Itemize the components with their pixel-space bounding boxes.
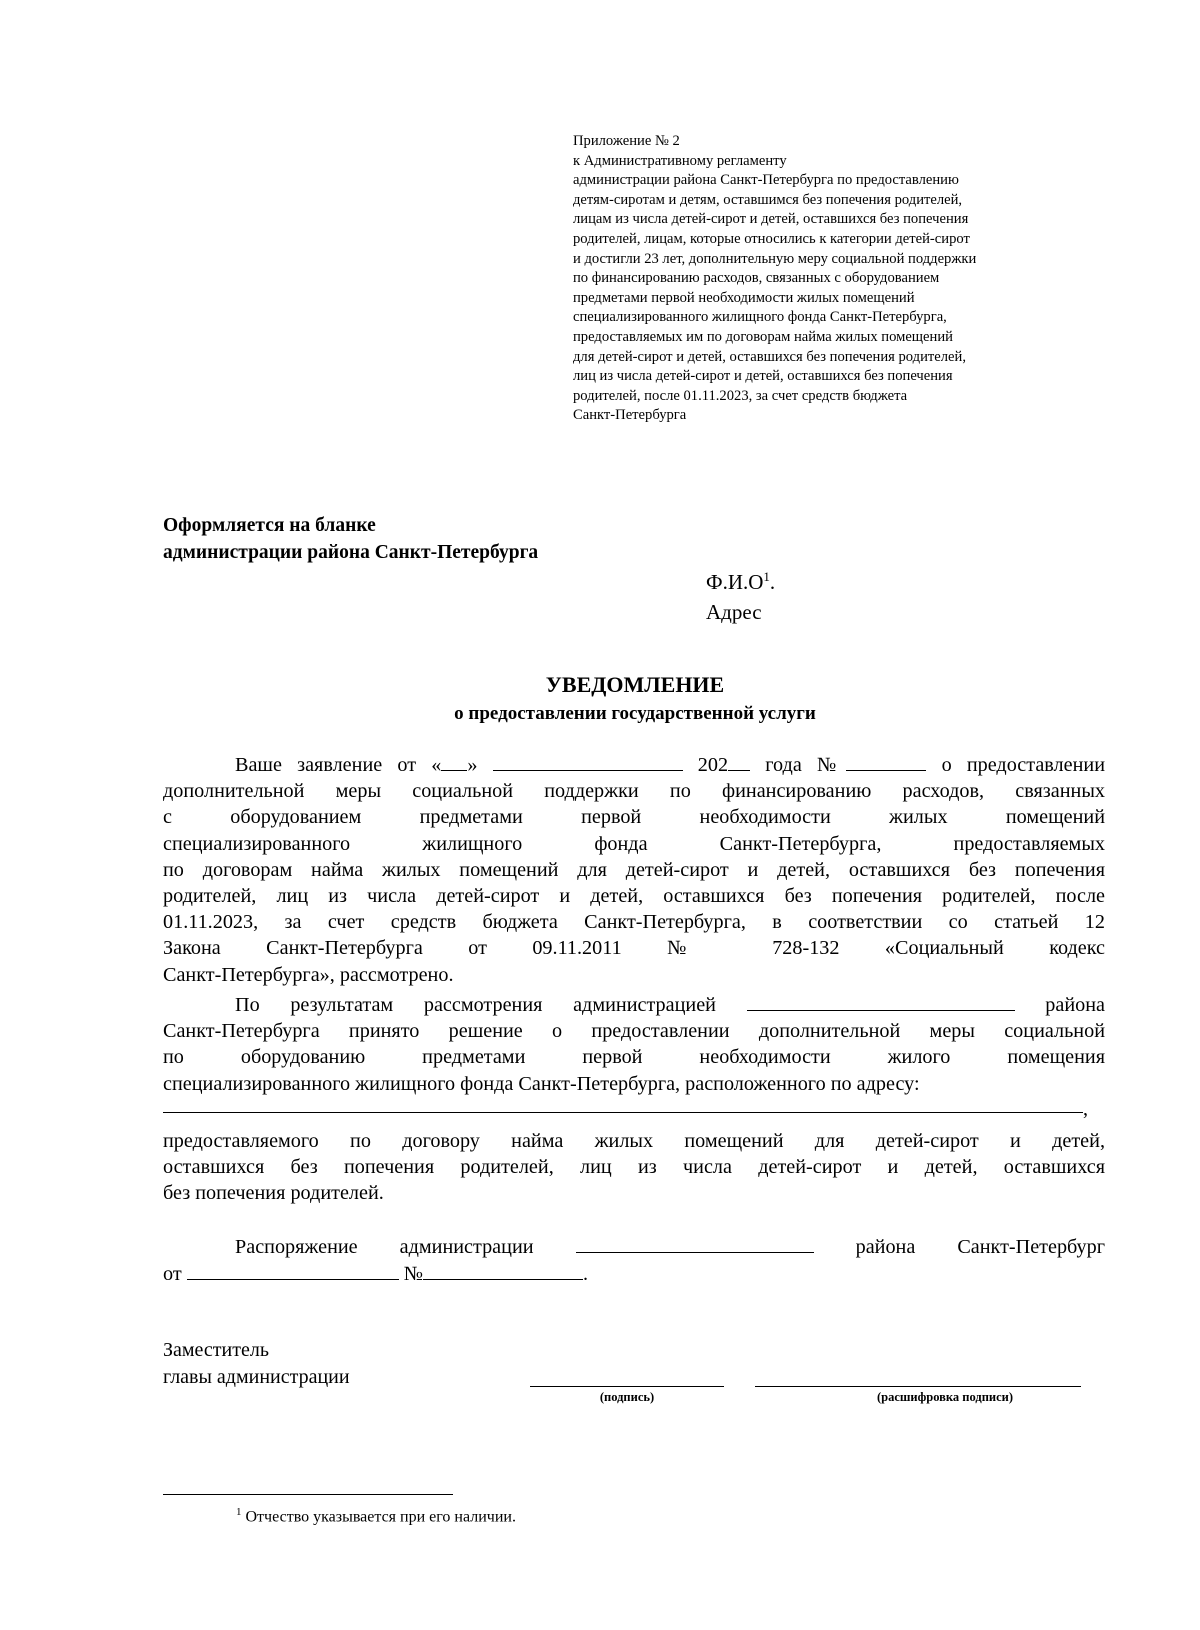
appendix-line: по финансированию расходов, связанных с оборудованием — [573, 270, 940, 287]
text-fragment: » — [467, 754, 478, 776]
text-fragment: Ваше заявление от « — [235, 754, 442, 776]
appendix-line: для детей-сирот и детей, оставшихся без попечения родителей, — [573, 348, 966, 365]
paragraph-line: с оборудованием предметами первой необходимости жилых помещений — [163, 806, 1105, 829]
signature-name-line — [755, 1386, 1081, 1387]
text-fragment: Распоряжение администрации — [235, 1236, 534, 1258]
appendix-line: предоставляемых им по договорам найма жилых помещений — [573, 328, 953, 345]
order-row — [163, 1232, 1105, 1260]
recipient-block — [706, 562, 775, 627]
address-blank-line — [163, 1112, 1083, 1113]
appendix-line: родителей, после 01.11.2023, за счет средств бюджета — [573, 387, 908, 404]
letterhead-note-line: администрации района Санкт-Петербурга — [163, 542, 539, 563]
appendix-line: Санкт-Петербурга — [573, 407, 687, 424]
day-blank — [441, 750, 467, 771]
footnote-text: Отчество указывается при его наличии. — [245, 1508, 516, 1526]
appendix-line: предметами первой необходимости жилых помещений — [573, 289, 915, 306]
letterhead-note-line: Оформляется на бланке — [163, 515, 376, 536]
signature-caption: (подпись) — [599, 1390, 655, 1404]
text-fragment: района Санкт-Петербург — [855, 1236, 1106, 1258]
text-fragment: . — [583, 1263, 589, 1285]
appendix-line: специализированного жилищного фонда Санкт-Петербурга, — [573, 309, 947, 326]
appendix-line: и достигли 23 лет, дополнительную меру социальной поддержки — [573, 250, 977, 267]
order-date-row — [163, 1259, 588, 1287]
paragraph-line: специализированного жилищного фонда Санкт-Петербурга, расположенного по адресу: — [163, 1072, 920, 1095]
recipient-address: Адрес — [706, 600, 762, 624]
paragraph-line: без попечения родителей. — [163, 1182, 384, 1205]
text-fragment: года № — [765, 754, 847, 776]
footnote-reference: 1 — [763, 569, 770, 584]
number-blank — [846, 750, 926, 771]
recipient-fio — [706, 562, 775, 597]
document-title — [0, 670, 1200, 728]
paragraph-line: оставшихся без попечения родителей, лиц из числа детей-сирот и детей, оставшихся — [163, 1156, 1105, 1179]
paragraph-line — [163, 750, 1105, 778]
paragraph-line: Закона Санкт-Петербурга от 09.11.2011 № 728-132 «Социальный кодекс — [163, 937, 1105, 960]
paragraph-line: по договорам найма жилых помещений для детей-сирот и детей, оставшихся без попечения — [163, 858, 1105, 881]
appendix-line: лицам из числа детей-сирот и детей, оставшихся без попечения — [573, 211, 969, 228]
recipient-fio-end: . — [769, 570, 776, 594]
letterhead-note — [163, 512, 538, 566]
order-line — [163, 1232, 1105, 1260]
text-fragment: от — [163, 1263, 182, 1285]
appendix-header — [573, 132, 1093, 426]
paragraph-line: предоставляемого по договору найма жилых помещений для детей-сирот и детей, — [163, 1130, 1105, 1152]
district-blank — [747, 990, 1015, 1011]
title-sub: о предоставлении государственной услуги — [454, 703, 816, 724]
paragraph-line: по оборудованию предметами первой необходимости жилого помещения — [163, 1046, 1105, 1069]
footnote-separator — [163, 1494, 453, 1495]
paragraph-lease — [163, 1128, 1105, 1207]
paragraph-line: родителей, лиц из числа детей-сирот и детей, оставшихся без попечения родителей, после — [163, 885, 1105, 908]
text-fragment: о предоставлении — [941, 754, 1106, 776]
paragraph-line: дополнительной меры социальной поддержки по финансированию расходов, связанных — [163, 780, 1105, 803]
appendix-line: администрации района Санкт-Петербурга по предоставлению — [573, 172, 959, 189]
paragraph-application — [163, 750, 1105, 988]
order-number-blank — [423, 1259, 583, 1280]
paragraph-line — [163, 990, 1105, 1018]
title-main: УВЕДОМЛЕНИЕ — [545, 672, 725, 697]
appendix-line: детям-сиротам и детям, оставшимся без попечения родителей, — [573, 191, 963, 208]
paragraph-line: Санкт-Петербурга принято решение о предоставлении дополнительной меры социальной — [163, 1020, 1105, 1043]
footnote-mark: 1 — [236, 1506, 242, 1518]
address-comma: , — [1083, 1098, 1088, 1120]
text-fragment: района — [1045, 994, 1106, 1016]
paragraph-line: 01.11.2023, за счет средств бюджета Санкт-Петербурга, в соответствии со статьей 12 — [163, 911, 1105, 934]
appendix-line: родителей, лицам, которые относились к категории детей-сирот — [573, 230, 970, 247]
signature-name-caption: (расшифровка подписи) — [876, 1390, 1014, 1404]
text-fragment: № — [403, 1263, 424, 1285]
paragraph-line: Санкт-Петербурга», рассмотрено. — [163, 963, 454, 986]
appendix-line: Приложение № 2 — [573, 133, 680, 149]
text-fragment: По результатам рассмотрения администрацией — [235, 994, 716, 1016]
text-fragment: 202 — [697, 754, 729, 776]
appendix-line: к Административному регламенту — [573, 152, 787, 169]
recipient-fio-text: Ф.И.О — [706, 570, 764, 594]
appendix-line: лиц из числа детей-сирот и детей, оставшихся без попечения — [573, 368, 953, 385]
footnote — [236, 1506, 516, 1526]
signature-line — [530, 1386, 724, 1387]
signer-title — [163, 1337, 350, 1391]
order-date-blank — [187, 1259, 399, 1280]
paragraph-decision — [163, 990, 1105, 1097]
order-line — [163, 1259, 588, 1287]
year-blank — [728, 750, 750, 771]
signer-line: главы администрации — [163, 1366, 350, 1388]
paragraph-line: специализированного жилищного фонда Санкт-Петербурга, предоставляемых — [163, 832, 1105, 855]
signer-line: Заместитель — [163, 1339, 269, 1361]
month-blank — [493, 750, 683, 771]
order-district-blank — [576, 1232, 814, 1253]
